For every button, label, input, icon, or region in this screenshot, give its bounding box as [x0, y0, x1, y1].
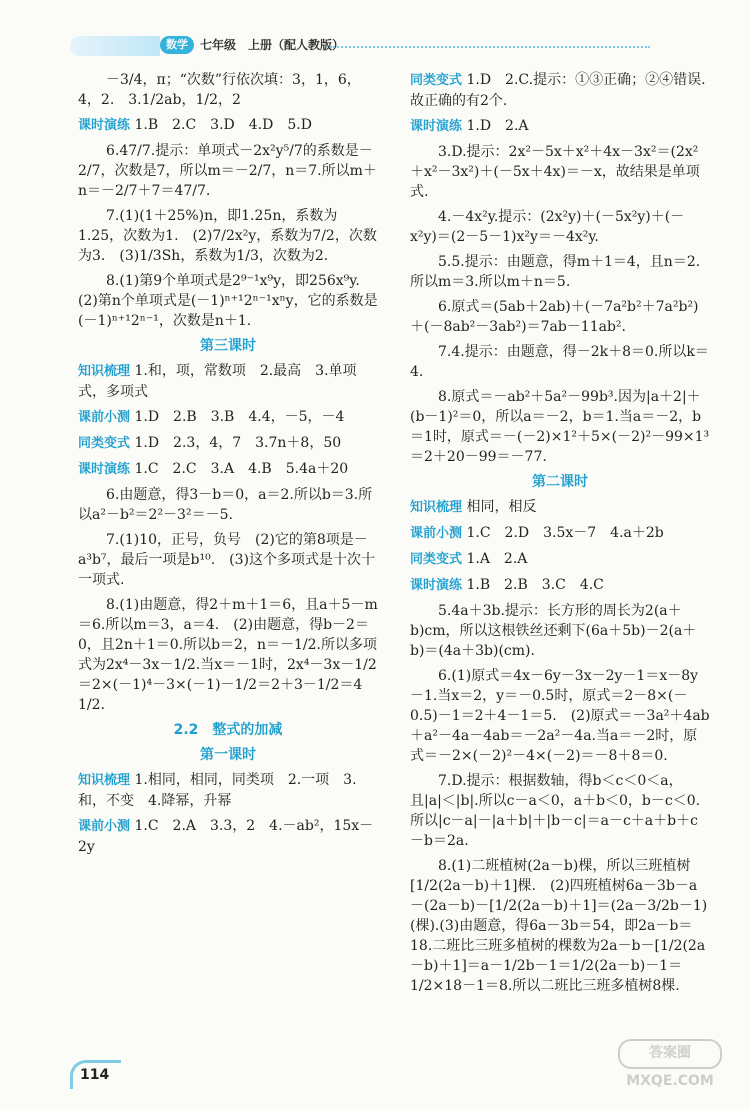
answer-text: 1.C 2.D 3.5x－7 4.a＋2b [466, 525, 664, 541]
answer-text: 7.(1)(1＋25%)n，即1.25n，系数为1.25，次数为1. (2)7/2x²y，系数为7/2，次数为3. (3)1/3Sh，系数为1/3，次数为2. [78, 208, 377, 264]
answer-paragraph [410, 207, 710, 247]
answer-paragraph [78, 271, 378, 331]
answer-text: 8.(1)由题意，得2＋m＋1＝6，且a＋5－m＝6.所以m＝3，a＝4. (2)由题意，得b－2＝0，且2n＋1＝0.所以b＝2，n＝－1/2.所以多项式为2x⁴－3x－1/2.当x＝－1时，2x⁴－3x－1/2＝2×(－1)⁴－3×(－1)－1/2＝2＋3－1/2＝4 1/2. [78, 597, 378, 713]
answer-paragraph [410, 497, 710, 518]
answer-paragraph [410, 70, 710, 111]
section-tag: 同类变式 [78, 436, 131, 451]
answer-text: 1.D 2.C.提示：①③正确；②④错误.故正确的有2个. [410, 72, 706, 109]
answer-paragraph [410, 666, 710, 766]
right-column [410, 70, 710, 1001]
section-tag: 课时演练 [78, 118, 131, 133]
answer-text: 7.D.提示：根据数轴，得b＜c＜0＜a，且|a|＜|b|.所以c－a＜0，a＋b＜0，b－c＜0.所以|c－a|－|a＋b|＋|b－c|＝a－c＋a＋b＋c－b＝2a. [410, 773, 701, 849]
answer-text: 3.D.提示：2x²－5x＋x²＋4x－3x²＝(2x²＋x²－3x²)＋(－5x＋4x)＝－x，故结果是单项式. [410, 144, 700, 200]
section-tag: 课前小测 [78, 410, 131, 425]
answer-paragraph [78, 816, 378, 857]
answer-text: 5.4a＋3b.提示：长方形的周长为2(a＋b)cm，所以这根铁丝还剩下(6a＋5b)－2(a＋b)＝(4a＋3b)(cm). [410, 603, 697, 659]
answer-text: 6.47/7.提示：单项式－2x²y⁵/7的系数是－2/7，次数是7，所以m＝－2/7，n＝7.所以m＋n＝－2/7＋7＝47/7. [78, 143, 377, 199]
page-number: 114 [80, 1067, 110, 1083]
answer-text: 7.(1)10，正号，负号 (2)它的第8项是－a³b⁷，最后一项是b¹⁰. (3)这个多项式是十次十一项式. [78, 532, 375, 588]
answer-paragraph [410, 856, 710, 996]
answer-paragraph [78, 485, 378, 525]
answer-paragraph [78, 70, 378, 110]
page-header [0, 0, 750, 70]
book-title: 七年级 上册（配人教版） [200, 38, 345, 52]
section-tag: 知识梳理 [78, 773, 131, 788]
answer-text: 1.D 2.3，4，7 3.7n＋8，50 [134, 435, 342, 451]
section-tag: 知识梳理 [410, 500, 463, 515]
answer-text: 1.D 2.B 3.B 4.4，－5，－4 [134, 409, 345, 425]
answer-text: 1.A 2.A [466, 551, 528, 567]
section-heading: 第二课时 [532, 474, 588, 490]
answer-text: 相同，相反 [466, 499, 537, 515]
answer-text: 1.C 2.A 3.3，2 4.－ab²，15x－2y [78, 818, 374, 855]
answer-text: 1.B 2.B 3.C 4.C [466, 577, 604, 593]
answer-paragraph [78, 459, 378, 480]
answer-paragraph [410, 575, 710, 596]
answer-text: 1.B 2.C 3.D 4.D 5.D [134, 117, 312, 133]
answer-paragraph [410, 116, 710, 137]
header-decor-band [70, 36, 160, 56]
answer-paragraph [410, 252, 710, 292]
answer-paragraph [410, 523, 710, 544]
header-dotted-rule [330, 46, 650, 48]
answer-paragraph [410, 601, 710, 661]
section-heading: 2.2 整式的加减 [173, 722, 283, 738]
section-heading: 第一课时 [200, 747, 256, 763]
answer-text: 1.D 2.A [466, 118, 529, 134]
answer-paragraph [78, 141, 378, 201]
answer-paragraph [78, 361, 378, 402]
section-tag: 课前小测 [78, 819, 131, 834]
answer-paragraph [410, 342, 710, 382]
answer-paragraph [78, 115, 378, 136]
answer-text: 6.由题意，得3－b＝0，a＝2.所以b＝3.所以a²－b²＝2²－3²＝－5. [78, 487, 373, 523]
answer-paragraph [78, 407, 378, 428]
answer-text: 6.原式＝(5ab＋2ab)＋(－7a²b²＋7a²b²)＋(－8ab²－3ab²)＝7ab－11ab². [410, 299, 699, 335]
answer-text: 6.(1)原式＝4x－6y－3x－2y－1＝x－8y－1.当x＝2，y＝－0.5时，原式＝2－8×(－0.5)－1＝2＋4－1＝5. (2)原式＝－3a²＋4ab＋a²－4a－4ab＝－2a²－4a.当a＝－2时，原式＝－2×(－2)²－4×(－2)＝－8＋8＝0. [410, 668, 710, 764]
watermark-logo: 答案圈 [618, 1039, 722, 1069]
answer-paragraph [78, 770, 378, 811]
section-tag: 课时演练 [410, 578, 463, 593]
answer-paragraph [410, 549, 710, 570]
answer-paragraph [410, 297, 710, 337]
section-heading: 第三课时 [200, 338, 256, 354]
answer-text: 1.C 2.C 3.A 4.B 5.4a＋20 [134, 461, 349, 477]
subject-badge: 数学 [160, 36, 194, 54]
section-tag: 课时演练 [410, 119, 463, 134]
answer-text: 1.和，项，常数项 2.最高 3.单项式，多项式 [78, 363, 357, 400]
answer-paragraph [78, 206, 378, 266]
watermark-url: MXQE.COM [626, 1073, 714, 1089]
answer-text: 5.5.提示：由题意，得m＋1＝4，且n＝2.所以m＝3.所以m＋n＝5. [410, 254, 701, 290]
section-tag: 同类变式 [410, 73, 463, 88]
answer-text: 4.－4x²y.提示：(2x²y)＋(－5x²y)＋(－x²y)＝(2－5－1)x²y＝－4x²y. [410, 209, 685, 245]
answer-text: 8.(1)第9个单项式是2⁹⁻¹x⁹y，即256x⁹y.(2)第n个单项式是(－1)ⁿ⁺¹2ⁿ⁻¹xⁿy，它的系数是(－1)ⁿ⁺¹2ⁿ⁻¹，次数是n＋1. [78, 273, 378, 329]
answer-paragraph [78, 595, 378, 715]
section-tag: 课时演练 [78, 462, 131, 477]
answer-text: 8.原式＝－ab²＋5a²－99b³.因为|a＋2|＋(b－1)²＝0，所以a＝－2，b＝1.当a＝－2，b＝1时，原式＝－(－2)×1²＋5×(－2)²－99×1³＝2＋20－99＝－77. [410, 389, 710, 465]
answer-paragraph [410, 387, 710, 467]
section-tag: 课前小测 [410, 526, 463, 541]
answer-paragraph [78, 530, 378, 590]
answer-paragraph [78, 433, 378, 454]
answer-text: 1.相同，相同，同类项 2.一项 3.和，不变 4.降幂，升幂 [78, 772, 357, 809]
answer-text: 8.(1)二班植树(2a－b)棵，所以三班植树[1/2(2a－b)＋1]棵. (2)四班植树6a－3b－a－(2a－b)－[1/2(2a－b)＋1]＝(2a－3/2b－1)(棵).(3)由题意，得6a－3b＝54，即2a－b＝18.二班比三班多植树的棵数为2a－b－[1/2(2a－b)＋1]＝a－1/2b－1＝1/2(2a－b)－1＝1/2×18－1＝8.所以二班比三班多植树8棵. [410, 858, 708, 994]
watermark [610, 1039, 730, 1099]
answer-paragraph [410, 771, 710, 851]
left-column [78, 70, 378, 862]
answer-text: 7.4.提示：由题意，得－2k＋8＝0.所以k＝4. [410, 344, 709, 380]
section-tag: 同类变式 [410, 552, 463, 567]
answer-paragraph [410, 142, 710, 202]
section-tag: 知识梳理 [78, 364, 131, 379]
answer-text: －3/4，π；“次数”行依次填：3，1，6，4，2. 3.1/2ab，1/2，2 [78, 72, 361, 108]
